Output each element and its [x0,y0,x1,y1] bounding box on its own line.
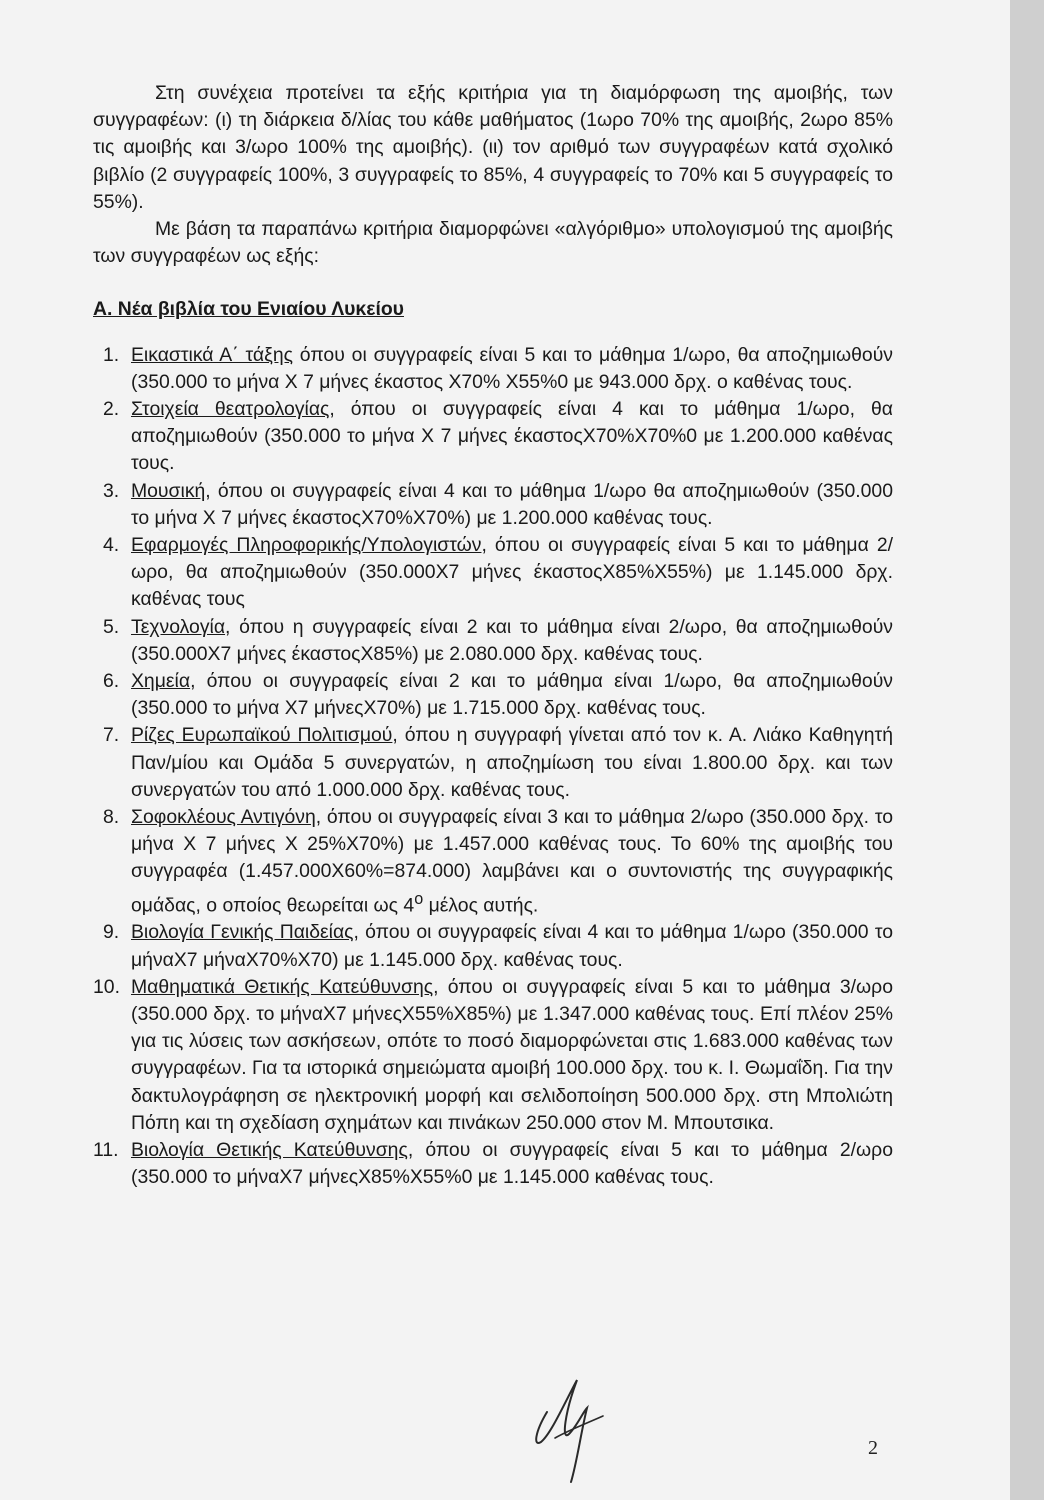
item-text: , όπου οι συγγραφείς είναι 5 και το μάθημα 2/ωρο, θα αποζημιωθούν (350.000Χ7 μήνες έκαστοςΧ85%Χ55%) με 1.145.000 δρχ. καθένας τους [131,534,893,611]
list-item [93,614,893,668]
item-title: Στοιχεία θεατρολογίας [131,398,330,421]
item-number: 4. [103,534,120,557]
item-text: , όπου οι συγγραφείς είναι 4 και το μάθημα 1/ωρο (350.000 το μήναΧ7 μήναΧ70%Χ70) με 1.145.000 δρχ. καθένας τους. [131,921,893,971]
list-item [93,804,893,919]
list-item [93,974,893,1137]
handwritten-signature [525,1372,615,1484]
page-number: 2 [868,1437,878,1459]
list-item [93,396,893,478]
superscript: ο [414,889,424,908]
intro-paragraph-2: Με βάση τα παραπάνω κριτήρια διαμορφώνει «αλγόριθμο» υπολογισμού της αμοιβής των συγγραφέων ως εξής: [93,218,893,268]
item-text: , όπου οι συγγραφείς είναι 5 και το μάθημα 2/ωρο (350.000 το μήναΧ7 μήνεςΧ85%Χ55%0 με 1.145.000 καθένας τους. [131,1138,893,1189]
item-number: 5. [103,615,120,638]
page-edge [1010,0,1044,1500]
list-item [93,478,893,532]
item-text: όπου οι συγγραφείς είναι 5 και το μάθημα 1/ωρο, θα αποζημιωθούν (350.000 το μήνα Χ 7 μήνες έκαστος Χ70% Χ55%0 με 943.000 δρχ. ο καθένας τους. [131,343,894,393]
item-text: , όπου οι συγγραφείς είναι 5 και το μάθημα 3/ωρο (350.000 δρχ. το μήναΧ7 μήνεςΧ55%Χ85%) με 1.347.000 καθένας τους. Επί πλέον 25% για τις λύσεις των ασκήσεων, οπότε το ποσό διαμορφώνεται στις 1.683.000 καθένας των συγγραφέων. Για τα ιστορικά σημειώματα αμοιβή 100.000 δρχ. του κ. Ι. Θωμαΐδη. Για την δακτυλογράφηση σε ηλεκτρονική μορφή και σελιδοποίηση 500.000 δρχ. στη Μπολιώτη Πόπη και τη σχεδίαση σχημάτων και πινάκων 250.000 στον Μ. Μπουτσικα. [131,975,893,1134]
item-number: 9. [103,921,120,944]
item-title: Βιολογία Θετικής Κατεύθυνσης [131,1138,408,1161]
document-body [93,80,893,1191]
item-text: , όπου οι συγγραφείς είναι 4 και το μάθημα 1/ωρο, θα αποζημιωθούν (350.000 το μήνα Χ 7 μήνες έκαστοςΧ70%Χ70%0 με 1.200.000 καθένας τους. [131,398,893,475]
item-number: 3. [103,479,120,502]
item-text-tail: μέλος αυτής. [423,894,539,917]
list-item [93,668,893,722]
item-number: 6. [103,670,120,693]
item-number: 1. [103,343,120,366]
list-item [93,919,893,973]
list-item [93,722,893,804]
item-title: Τεχνολογία [131,615,226,638]
item-number: 7. [103,724,120,747]
item-text: , όπου οι συγγραφείς είναι 3 και το μάθημα 2/ωρο (350.000 δρχ. το μήνα Χ 7 μήνες Χ 25%Χ70%) με 1.457.000 καθένας τους. Το 60% της αμοιβής του συγγραφέα (1.457.000Χ60%=874.000) λαμβάνει και ο συντονιστής της συγγραφικής ομάδας, ο οποίος θεωρείται ως 4 [131,806,893,917]
item-title: Βιολογία Γενικής Παιδείας [131,921,354,944]
item-text: , όπου η συγγραφή γίνεται από τον κ. Α. Λιάκο Καθηγητή Παν/μίου και Ομάδα 5 συνεργατών, η αποζημίωση του είναι 1.800.00 δρχ. και των συνεργατών του από 1.000.000 δρχ. καθένας τους. [131,724,894,801]
item-title: Ρίζες Ευρωπαϊκού Πολιτισμού [131,724,393,747]
intro-paragraph-1: Στη συνέχεια προτείνει τα εξής κριτήρια για τη διαμόρφωση της αμοιβής, των συγγραφέων: (ι) τη διάρκεια δ/λίας του κάθε μαθήματος (1ωρο 70% της αμοιβής, 2ωρο 85% τις αμοιβής και 3/ωρο 100% της αμοιβής). (ιι) τον αριθμό των συγγραφέων κατά σχολικό βιβλίο (2 συγγραφείς 100%, 3 συγγραφείς το 85%, 4 συγγραφείς το 70% και 5 συγγραφείς το 55%). [93,82,893,213]
item-number: 10. [93,975,120,998]
item-number: 2. [103,398,120,421]
list-item [93,1137,893,1191]
item-text: , όπου η συγγραφείς είναι 2 και το μάθημα είναι 2/ωρο, θα αποζημιωθούν (350.000Χ7 μήνες έκαστοςΧ85%) με 2.080.000 δρχ. καθένας τους. [131,615,893,665]
item-number: 11. [93,1138,119,1161]
section-title: Α. Νέα βιβλία του Ενιαίου Λυκείου [93,298,404,321]
list-item [93,532,893,614]
book-list [93,342,893,1192]
item-number: 8. [103,806,120,829]
item-title: Σοφοκλέους Αντιγόνη [131,806,316,829]
item-text: , όπου οι συγγραφείς είναι 2 και το μάθημα είναι 1/ωρο, θα αποζημιωθούν (350.000 το μήνα Χ7 μήνεςΧ70%) με 1.715.000 δρχ. καθένας τους. [131,670,893,720]
item-title: Μαθηματικά Θετικής Κατεύθυνσης [131,975,434,998]
list-item [93,342,893,396]
item-title: Μουσική [131,479,206,502]
item-title: Εικαστικά Α΄ τάξης [131,343,293,366]
item-title: Χημεία [131,670,191,693]
item-title: Εφαρμογές Πληροφορικής/Υπολογιστών [131,534,482,557]
item-text: , όπου οι συγγραφείς είναι 4 και το μάθημα 1/ωρο θα αποζημιωθούν (350.000 το μήνα Χ 7 μήνες έκαστοςΧ70%Χ70%) με 1.200.000 καθένας τους. [131,479,893,529]
